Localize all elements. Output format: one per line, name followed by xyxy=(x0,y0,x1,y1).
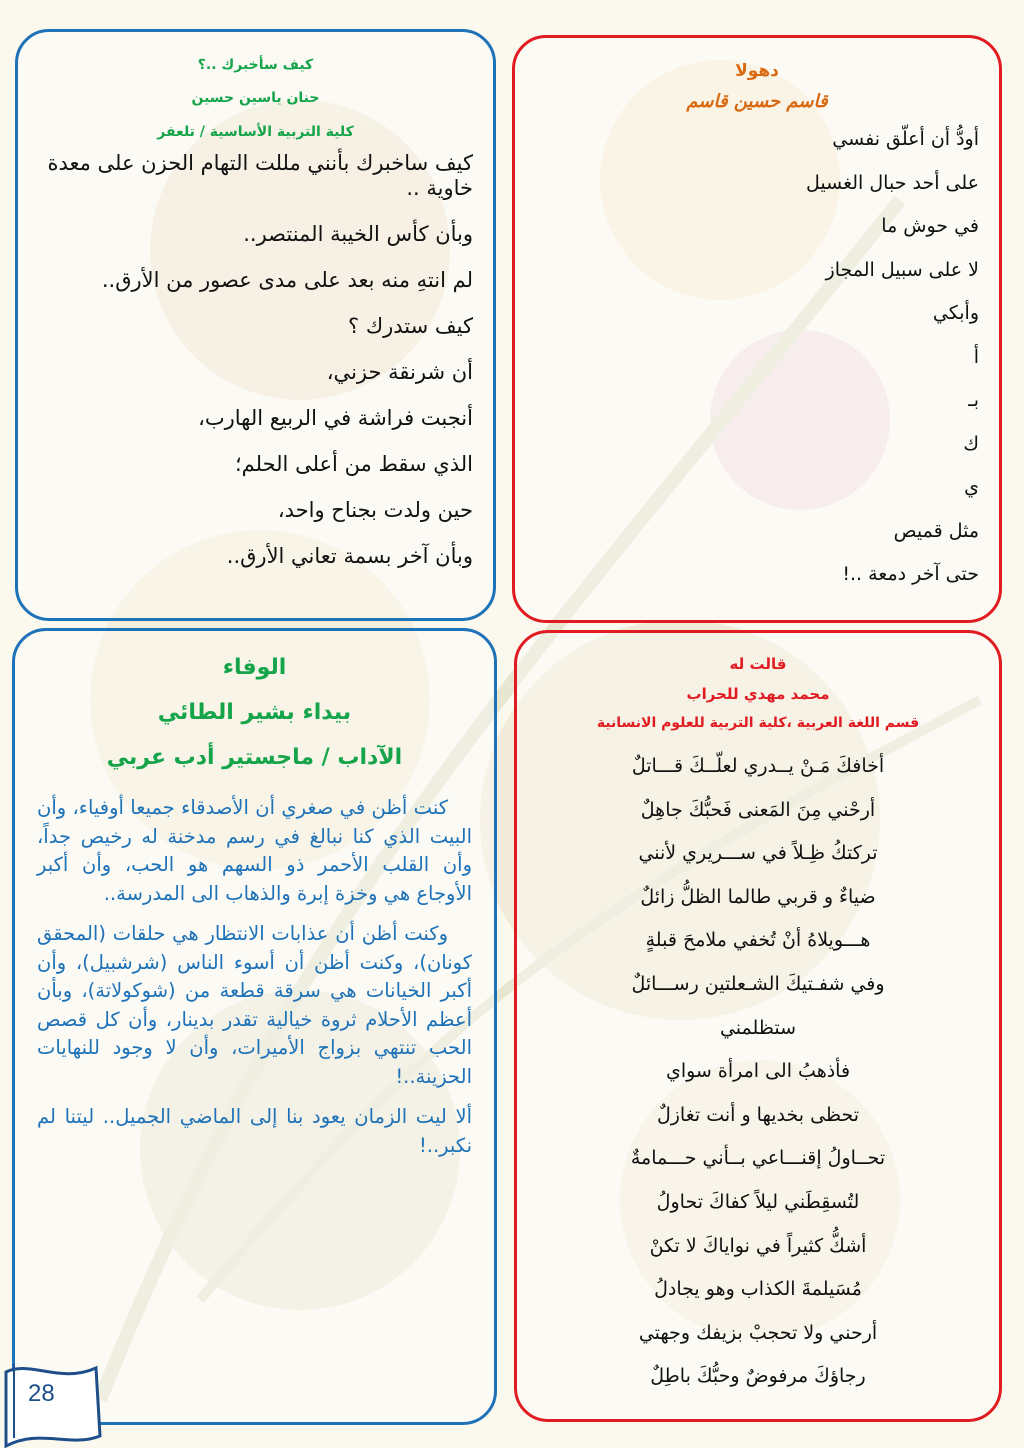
poem-line: حتى آخر دمعة ..! xyxy=(842,563,979,585)
essay-title: الوفاء xyxy=(222,655,287,680)
essay-affiliation: الآداب / ماجستير أدب عربي xyxy=(106,745,403,770)
poem-line: وبأن آخر بسمة تعاني الأرق.. xyxy=(226,544,473,568)
poem-line: أودُّ أن أعلّق نفسي xyxy=(832,128,979,150)
poem-line: ضياءٌ و قربي طالما الظلُّ زائلٌ xyxy=(640,885,876,908)
poem-line: لا على سبيل المجاز xyxy=(825,258,979,281)
poem-line: مُسَيلمةَ الكذاب وهو يجادلُ xyxy=(654,1278,862,1301)
poem-line: وأبكي xyxy=(932,302,979,324)
poem-body xyxy=(537,745,979,1399)
poem-line: أرحْني مِنَ المَعنى فَحبُّكَ جاهِلٌ xyxy=(640,798,876,821)
poem-line: ستظلمني xyxy=(719,1016,797,1039)
poem-line: وفي شفـتيكَ الشـعلتين رســـائلٌ xyxy=(631,972,885,995)
poem-box-dhula xyxy=(512,35,1002,623)
poem-line: تحــاولُ إقنـــاعي بــأني حـــمامةٌ xyxy=(630,1147,886,1170)
poem-line: أنجبت فراشة في الربيع الهارب، xyxy=(198,406,473,430)
poem-box-she-told-him xyxy=(514,630,1002,1422)
poem-line: كيف ستدرك ؟ xyxy=(348,314,473,338)
poem-line: حين ولدت بجناح واحد، xyxy=(277,498,473,522)
poem-box-how-will-i-tell-you xyxy=(15,29,496,621)
poem-author: حنان ياسين حسين xyxy=(191,90,320,106)
poem-line: وبأن كأس الخيبة المنتصر.. xyxy=(243,222,473,246)
poem-line: أشكُّ كثيراً في نواياكَ لا تكنْ xyxy=(649,1234,867,1257)
poem-line: أ xyxy=(973,345,979,368)
poem-line: ك xyxy=(963,432,979,455)
essay-paragraph: وكنت أظن أن عذابات الانتظار هي حلقات (المحقق كونان)، وكنت أظن أن أسوء الناس (شرشبيل)، وأن أكبر الخيانات هي سرقة قطعة من (شوكولاتة)، وبأن أعظم الأحلام ثروة خيالية تقدر بدينار، وأن كل قصص الحب تنتهي بزواج الأميرات، وأن لا وجود للنهايات الحزينة..! xyxy=(37,922,472,1088)
poem-line: في حوش ما xyxy=(881,215,979,237)
poem-line: رجاؤكَ مرفوضٌ وحبُّكَ باطِلٌ xyxy=(650,1365,866,1388)
poem-line: هـــويلاهُ أنْ تُخفي ملامحَ قبلةٍ xyxy=(645,929,871,952)
poem-affiliation: قسم اللغة العربية ،كلية التربية للعلوم الانسانية xyxy=(596,715,920,731)
poem-line: ي xyxy=(964,476,979,498)
poem-line: أخافكَ مَـنْ يــدري لعلّــكَ قـــاتلٌ xyxy=(631,755,885,777)
poem-line: تحظى بخديها و أنت تغازلٌ xyxy=(656,1103,860,1126)
essay-paragraph: كنت أظن في صغري أن الأصدقاء جميعا أوفياء، وأن البيت الذي كنا نبالغ في رسم مدخنة له رخيص جداً، وأن القلب الأحمر ذو السهم هو الحب، وأن أكبر الأوجاع هي وخزة إبرة والذهاب الى المدرسة.. xyxy=(37,796,472,905)
poem-line: تركتكُ ظِـلاً في ســـريري لأنني xyxy=(638,842,878,865)
poem-line: لم انتهِ منه بعد على مدى عصور من الأرق.. xyxy=(101,268,473,292)
poem-line: كيف ساخبرك بأنني مللت التهام الحزن على معدة خاوية .. xyxy=(47,151,473,200)
essay-author: بيداء بشير الطائي xyxy=(157,700,352,725)
poem-title: كيف سأخبرك ..؟ xyxy=(197,57,314,73)
poem-line: أرحني ولا تحجبْ بزيفك وجهتي xyxy=(638,1321,878,1344)
poem-line: على أحد حبال الغسيل xyxy=(806,171,979,194)
essay-paragraph: ألا ليت الزمان يعود بنا إلى الماضي الجميل.. ليتنا لم نكبر..! xyxy=(37,1105,472,1157)
poem-line: مثل قميص xyxy=(893,519,979,542)
poem-line: الذي سقط من أعلى الحلم؛ xyxy=(235,452,473,476)
page-number: 28 xyxy=(28,1380,55,1407)
poem-line: بـ xyxy=(968,389,979,411)
poem-author: قاسم حسين قاسم xyxy=(686,91,828,112)
poem-line: فأذهبُ الى امرأة سواي xyxy=(665,1060,851,1083)
poem-author: محمد مهدي للحراب xyxy=(686,685,830,703)
poem-line: أن شرنقة حزني، xyxy=(326,360,473,384)
poem-line: لتُسقِطَني ليلاً كفاكَ تحاولُ xyxy=(656,1190,860,1213)
essay-box-loyalty xyxy=(12,628,497,1425)
poem-title: قالت له xyxy=(729,655,787,673)
poem-affiliation: كلية التربية الأساسية / تلعفر xyxy=(157,124,354,140)
poem-title: دهولا xyxy=(735,61,779,81)
